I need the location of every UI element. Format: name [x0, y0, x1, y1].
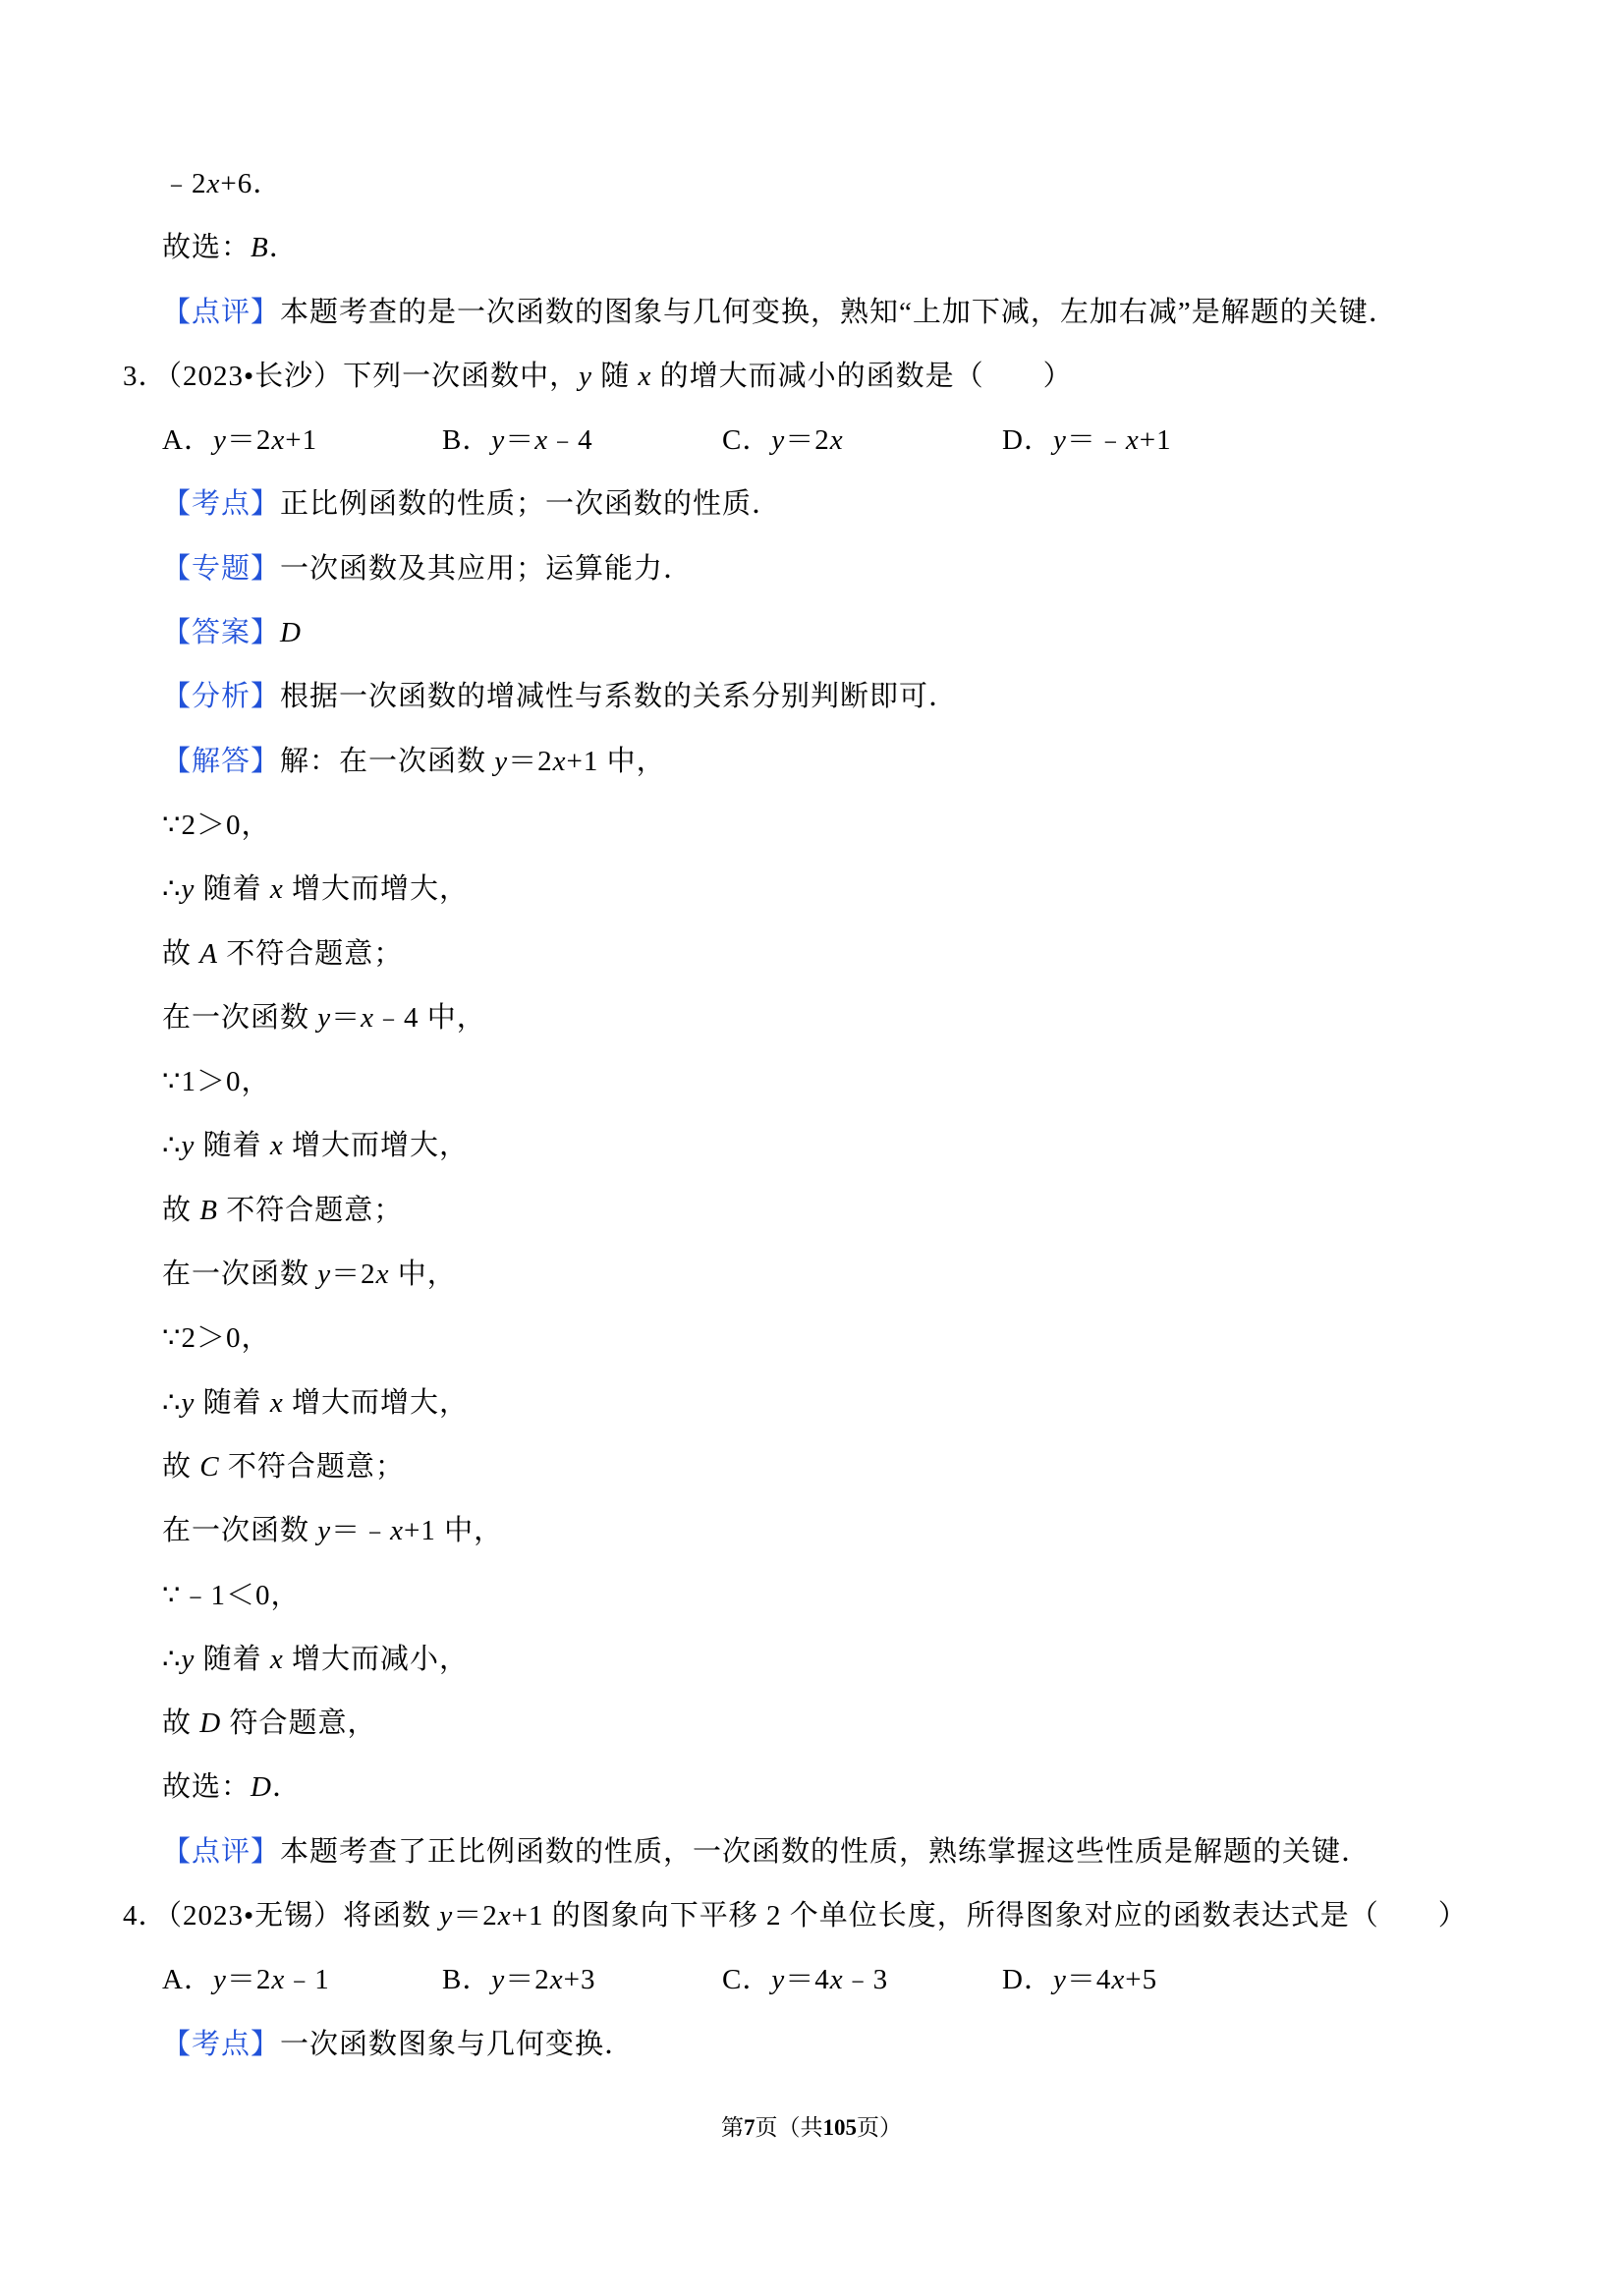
text-run: ＝﹣ — [331, 1515, 391, 1547]
text-run: 第 — [721, 2115, 744, 2140]
math-variable: x — [375, 1259, 390, 1291]
text-run: +1 中， — [404, 1515, 504, 1547]
page-number: 7 — [744, 2115, 756, 2140]
answer-option — [1002, 1948, 1282, 2012]
text-line — [0, 2013, 1623, 2077]
text-run: D． — [1002, 1964, 1053, 1996]
text-run: 解：在一次函数 — [280, 745, 495, 777]
text-run: +1 — [1139, 424, 1172, 457]
text-run: A． — [162, 1964, 213, 1996]
text-run: 增大而增大， — [283, 1386, 469, 1419]
text-run: 在一次函数 — [162, 1259, 318, 1291]
section-label: 【专题】 — [162, 552, 281, 585]
text-line — [0, 1114, 1623, 1178]
text-run: ∵2＞0， — [162, 1322, 271, 1355]
math-variable: x — [549, 1964, 564, 1996]
text-run: 随 — [592, 360, 639, 392]
math-variable: x — [638, 360, 652, 392]
math-variable: x — [361, 1001, 375, 1034]
text-line — [0, 1435, 1623, 1499]
math-variable: x — [829, 1964, 844, 1996]
text-line — [0, 1692, 1623, 1756]
math-variable: x — [829, 424, 844, 457]
math-variable: D — [199, 1708, 222, 1740]
text-run: 中， — [389, 1259, 457, 1291]
text-run: ＝﹣ — [1066, 424, 1126, 457]
text-run: ＝2 — [505, 1964, 550, 1996]
math-variable: y — [439, 1900, 454, 1932]
text-run: 故 — [162, 937, 200, 970]
math-variable: y — [771, 424, 786, 457]
page-footer — [0, 2112, 1623, 2144]
math-variable: y — [491, 424, 506, 457]
math-variable: y — [494, 745, 509, 777]
text-line — [0, 1372, 1623, 1435]
text-line — [0, 1756, 1623, 1820]
text-line — [0, 216, 1623, 280]
text-line — [0, 665, 1623, 729]
math-variable: y — [317, 1515, 332, 1547]
section-label: 【答案】 — [162, 617, 281, 649]
text-run: +1 — [285, 424, 318, 457]
text-run: 符合题意， — [221, 1708, 377, 1740]
text-run: 增大而增大， — [283, 1130, 469, 1162]
text-line — [0, 1820, 1623, 1884]
text-run: 根据一次函数的增减性与系数的关系分别判断即可． — [280, 681, 959, 713]
page-content — [0, 152, 1623, 2077]
math-variable: x — [269, 1386, 284, 1419]
math-variable: x — [271, 424, 286, 457]
text-run: ＝4 — [785, 1964, 830, 1996]
math-variable: y — [181, 1386, 196, 1419]
text-run: ﹣3 — [843, 1964, 889, 1996]
math-variable: y — [317, 1001, 332, 1034]
text-run: 本题考查了正比例函数的性质，一次函数的性质，熟练掌握这些性质是解题的关键． — [280, 1835, 1371, 1868]
math-variable: y — [212, 1964, 227, 1996]
text-line — [0, 1564, 1623, 1628]
answer-option — [722, 409, 1002, 473]
text-line — [0, 923, 1623, 986]
text-run: ∴ — [162, 873, 182, 906]
text-run: 本题考查的是一次函数的图象与几何变换，熟知“上加下减，左加右减”是解题的关键． — [280, 296, 1398, 328]
math-variable: y — [579, 360, 593, 392]
text-run: ∵﹣1＜0， — [162, 1579, 301, 1611]
text-line — [0, 537, 1623, 601]
text-run: 4．（2023•无锡）将函数 — [123, 1900, 440, 1932]
question-stem — [0, 345, 1623, 409]
text-line — [0, 473, 1623, 536]
math-variable: y — [181, 873, 196, 906]
text-line — [0, 601, 1623, 665]
text-run: 的增大而减小的函数是（ ） — [651, 360, 1073, 392]
math-variable: C — [199, 1450, 220, 1483]
section-label: 【点评】 — [162, 296, 281, 328]
math-variable: x — [1111, 1964, 1126, 1996]
text-line — [0, 986, 1623, 1050]
math-variable: x — [206, 168, 221, 199]
math-variable: x — [271, 1964, 286, 1996]
text-run: ∵1＞0， — [162, 1066, 271, 1098]
text-run: +1 的图象向下平移 2 个单位长度，所得图象对应的函数表达式是（ ） — [511, 1900, 1468, 1932]
math-variable: D — [251, 1771, 272, 1804]
text-run: 不符合题意； — [217, 937, 404, 970]
text-line — [0, 794, 1623, 858]
text-line — [0, 1243, 1623, 1307]
text-run: ﹣4 中， — [374, 1001, 486, 1034]
text-run: +6． — [220, 168, 283, 199]
math-variable: y — [771, 1964, 786, 1996]
text-run: 在一次函数 — [162, 1515, 318, 1547]
text-run: C． — [722, 1964, 772, 1996]
math-variable: x — [269, 1130, 284, 1162]
text-run: 随着 — [195, 1130, 270, 1162]
math-variable: x — [552, 745, 567, 777]
text-run: 随着 — [195, 873, 270, 906]
text-run: 不符合题意； — [219, 1450, 405, 1483]
text-run: C． — [722, 424, 772, 457]
math-variable: y — [1052, 1964, 1067, 1996]
text-run: ﹣2 — [162, 168, 207, 199]
text-run: ． — [271, 1771, 302, 1804]
text-run: 页） — [857, 2115, 902, 2140]
math-variable: y — [317, 1259, 332, 1291]
text-run: ＝2 — [226, 1964, 272, 1996]
text-line — [0, 858, 1623, 922]
text-run: ＝4 — [1066, 1964, 1112, 1996]
math-variable: D — [280, 617, 302, 649]
text-run: ﹣4 — [548, 424, 593, 457]
math-variable: y — [491, 1964, 506, 1996]
text-run: +3 — [563, 1964, 596, 1996]
text-run: 故 — [162, 1450, 200, 1483]
math-variable: x — [269, 1643, 284, 1675]
text-run: ＝2 — [331, 1259, 376, 1291]
text-line — [0, 730, 1623, 794]
text-run: ∴ — [162, 1130, 182, 1162]
math-variable: x — [390, 1515, 405, 1547]
math-variable: y — [181, 1643, 196, 1675]
answer-option — [442, 1948, 722, 2012]
math-variable: A — [199, 937, 218, 970]
text-run: ． — [268, 232, 299, 264]
text-line — [0, 152, 1623, 216]
text-run: D． — [1002, 424, 1053, 457]
text-run: 页（共 — [755, 2115, 823, 2140]
section-label: 【考点】 — [162, 2028, 281, 2060]
text-run: ∴ — [162, 1386, 182, 1419]
text-run: ＝ — [331, 1001, 362, 1034]
text-run: A． — [162, 424, 213, 457]
section-label: 【分析】 — [162, 681, 281, 713]
answer-option — [162, 409, 442, 473]
text-run: 一次函数及其应用；运算能力． — [280, 552, 694, 585]
text-run: 正比例函数的性质；一次函数的性质． — [280, 488, 782, 521]
text-run: 3．（2023•长沙）下列一次函数中， — [123, 360, 580, 392]
answer-options-row — [0, 1948, 1623, 2012]
text-run: +1 中， — [566, 745, 666, 777]
answer-option — [162, 1948, 442, 2012]
text-run: ＝2 — [226, 424, 272, 457]
text-run: +5 — [1125, 1964, 1158, 1996]
math-variable: B — [199, 1194, 218, 1226]
text-run: B． — [442, 1964, 492, 1996]
text-run: 故 — [162, 1194, 200, 1226]
text-run: ＝ — [505, 424, 535, 457]
math-variable: y — [212, 424, 227, 457]
page-number: 105 — [822, 2115, 857, 2140]
text-line — [0, 1499, 1623, 1563]
text-run: ∴ — [162, 1643, 182, 1675]
text-run: 故选： — [162, 1771, 252, 1804]
text-run: ∵2＞0， — [162, 809, 271, 841]
text-run: 增大而增大， — [283, 873, 469, 906]
math-variable: x — [534, 424, 549, 457]
answer-option — [1002, 409, 1282, 473]
text-run: 故 — [162, 1708, 200, 1740]
text-run: 在一次函数 — [162, 1001, 318, 1034]
text-run: ﹣1 — [285, 1964, 330, 1996]
text-line — [0, 1628, 1623, 1692]
math-variable: B — [251, 232, 269, 264]
text-run: 故选： — [162, 232, 252, 264]
text-run: B． — [442, 424, 492, 457]
section-label: 【点评】 — [162, 1835, 281, 1868]
text-run: ＝2 — [785, 424, 830, 457]
math-variable: y — [1052, 424, 1067, 457]
text-run: 随着 — [195, 1386, 270, 1419]
section-label: 【考点】 — [162, 488, 281, 521]
math-variable: y — [181, 1130, 196, 1162]
math-variable: x — [269, 873, 284, 906]
text-line — [0, 1179, 1623, 1243]
math-variable: x — [1125, 424, 1140, 457]
answer-options-row — [0, 409, 1623, 473]
math-variable: x — [497, 1900, 512, 1932]
text-run: ＝2 — [508, 745, 553, 777]
answer-option — [722, 1948, 1002, 2012]
question-stem — [0, 1884, 1623, 1948]
text-run: ＝2 — [453, 1900, 498, 1932]
text-run: 随着 — [195, 1643, 270, 1675]
text-run: 一次函数图象与几何变换． — [280, 2028, 635, 2060]
text-line — [0, 281, 1623, 345]
text-line — [0, 1050, 1623, 1114]
text-run: 不符合题意； — [217, 1194, 404, 1226]
text-run: 增大而减小， — [283, 1643, 469, 1675]
text-line — [0, 1307, 1623, 1371]
answer-option — [442, 409, 722, 473]
section-label: 【解答】 — [162, 745, 281, 777]
